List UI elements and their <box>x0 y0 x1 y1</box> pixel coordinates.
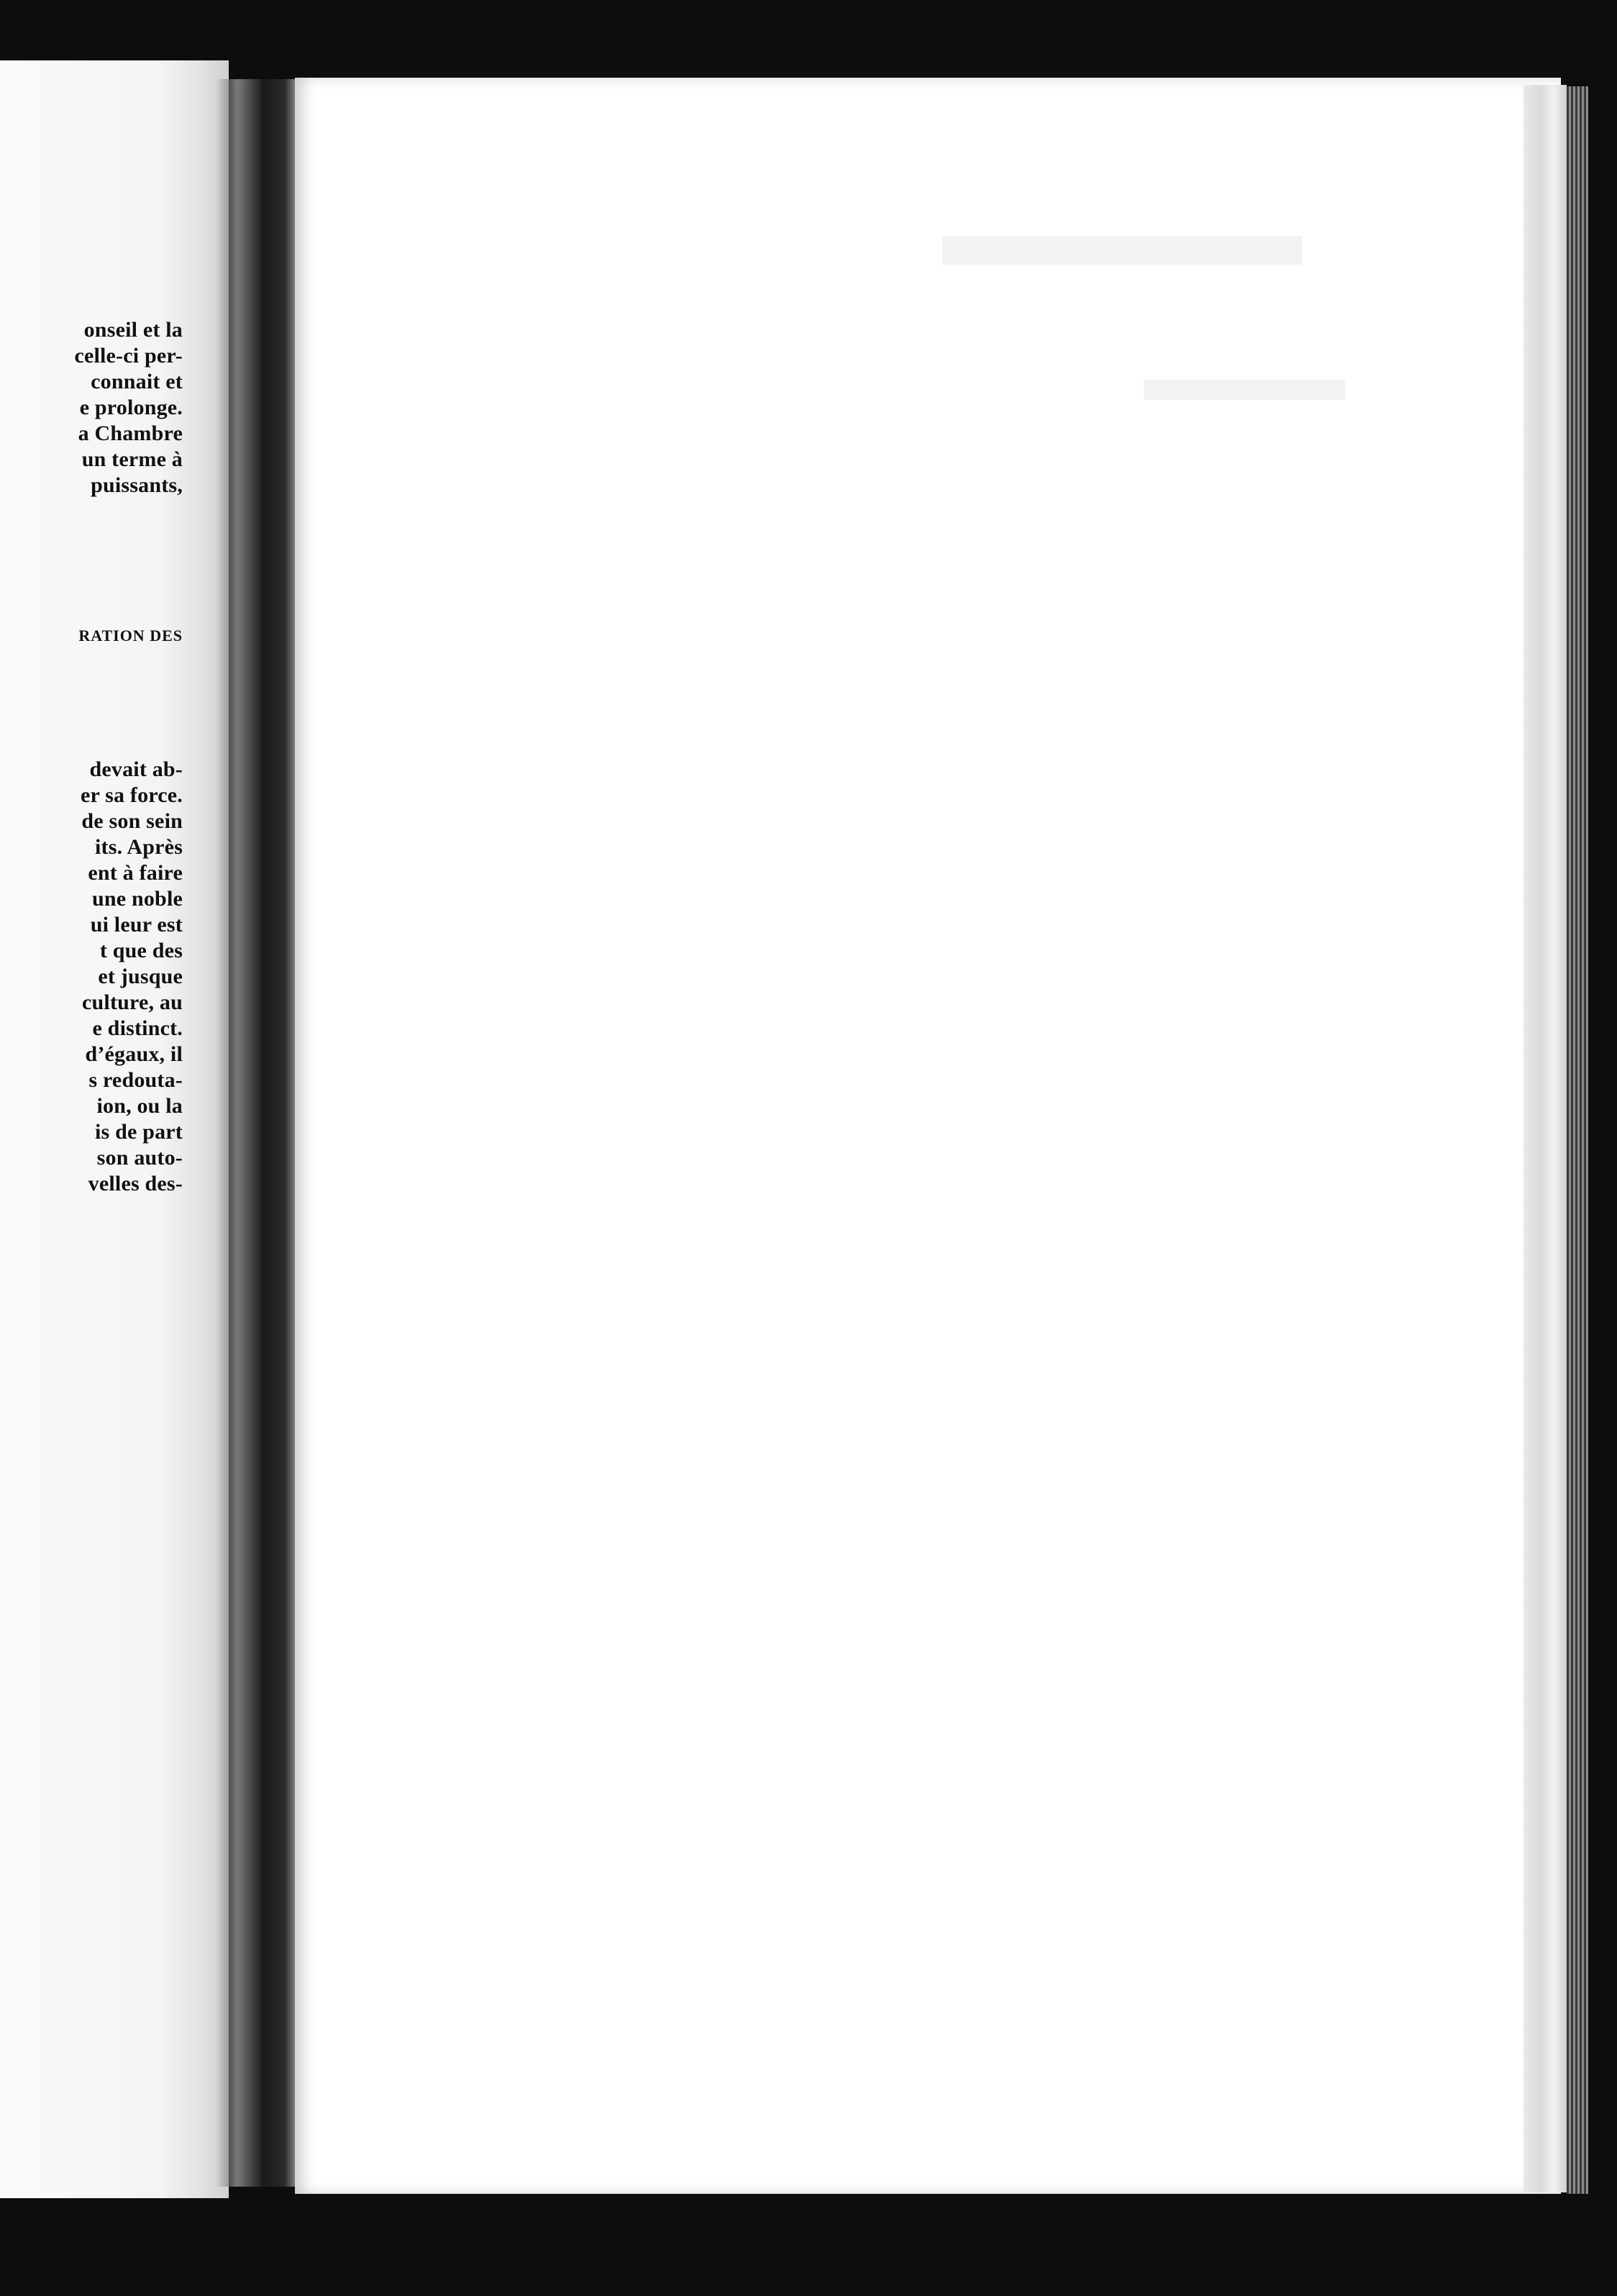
text-line: er sa force. <box>80 783 183 807</box>
book-fore-edge <box>1567 86 1588 2194</box>
text-line: its. Après <box>95 835 183 859</box>
bleed-through-mark <box>1144 380 1345 400</box>
text-line: connait et <box>91 370 183 393</box>
text-line: puissants, <box>91 473 183 497</box>
page-edge <box>1523 85 1567 2192</box>
text-line: is de part <box>95 1120 183 1144</box>
text-line: s redouta- <box>88 1068 183 1092</box>
text-line: ion, ou la <box>96 1094 183 1118</box>
text-line: e prolonge. <box>79 396 183 419</box>
text-line: t que des <box>99 939 183 962</box>
text-line: un terme à <box>81 447 183 471</box>
text-line: culture, au <box>82 990 183 1014</box>
text-line: son auto- <box>96 1146 183 1170</box>
left-page <box>0 60 229 2198</box>
text-line: de son sein <box>81 809 183 833</box>
text-line: ent à faire <box>88 861 183 885</box>
bleed-through-mark <box>942 236 1302 265</box>
text-line: devait ab- <box>89 757 183 781</box>
text-line: e distinct. <box>92 1016 183 1040</box>
section-heading: RATION DES <box>78 627 183 644</box>
text-line: a Chambre <box>78 422 183 445</box>
text-line: et jusque <box>98 965 183 988</box>
book-gutter-shadow <box>216 79 302 2187</box>
text-line: une noble <box>91 887 183 911</box>
text-line: d’égaux, il <box>85 1042 183 1066</box>
right-page-blank <box>295 78 1561 2194</box>
text-line: velles des- <box>88 1172 183 1195</box>
text-line: onseil et la <box>83 318 183 342</box>
text-line: celle-ci per- <box>74 344 183 368</box>
text-line: ui leur est <box>90 913 183 937</box>
